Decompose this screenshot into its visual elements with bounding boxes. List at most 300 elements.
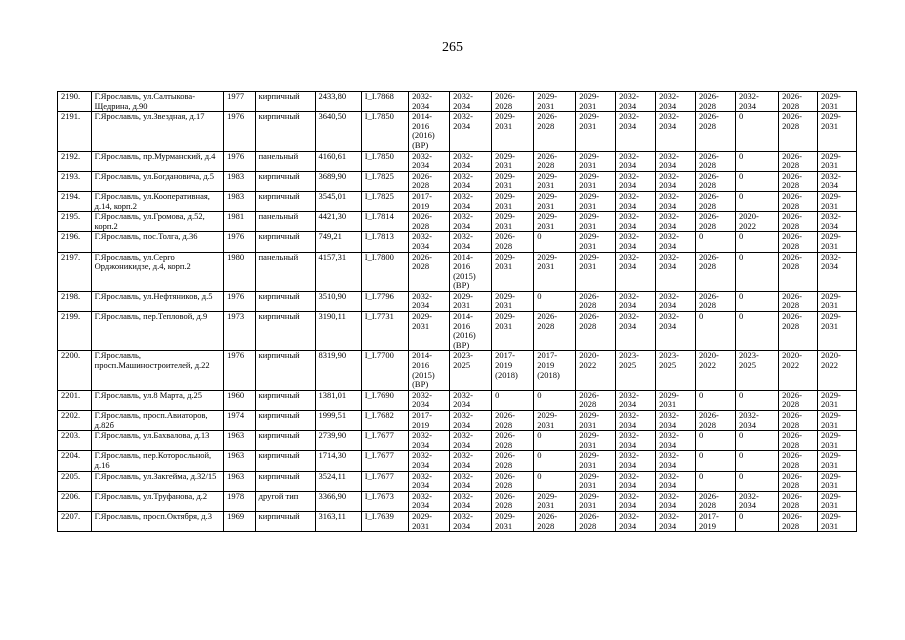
row-number-cell: 2206. xyxy=(58,491,92,511)
table-cell: 2026- 2028 xyxy=(779,232,818,252)
table-cell: 2032- 2034 xyxy=(450,471,492,491)
table-row xyxy=(58,471,857,491)
table-cell: 2029- 2031 xyxy=(576,151,616,171)
table-cell: 2029- 2031 xyxy=(817,471,856,491)
table-cell: 0 xyxy=(735,511,778,531)
table-cell: 1976 xyxy=(224,232,256,252)
table-cell: кирпичный xyxy=(255,92,315,112)
table-cell: 2026- 2028 xyxy=(534,312,576,351)
row-number-cell: 2203. xyxy=(58,431,92,451)
table-cell: 2029- 2031 xyxy=(534,171,576,191)
table-cell: 1974 xyxy=(224,411,256,431)
row-number-cell: 2195. xyxy=(58,212,92,232)
table-cell: 2032- 2034 xyxy=(450,390,492,410)
table-cell: I_I.7850 xyxy=(361,112,408,151)
table-cell: 1976 xyxy=(224,291,256,311)
table-cell: 2032- 2034 xyxy=(616,232,656,252)
table-cell: 1976 xyxy=(224,151,256,171)
table-cell: 0 xyxy=(534,471,576,491)
table-cell: 0 xyxy=(534,390,576,410)
table-cell: 0 xyxy=(534,291,576,311)
table-cell: 2032- 2034 xyxy=(409,451,450,471)
table-cell: 1978 xyxy=(224,491,256,511)
table-cell: I_I.7639 xyxy=(361,511,408,531)
table-cell: 2026- 2028 xyxy=(779,312,818,351)
table-cell: I_I.7677 xyxy=(361,431,408,451)
table-cell: 2032- 2034 xyxy=(656,291,696,311)
table-cell: 2029- 2031 xyxy=(492,252,534,291)
table-cell: 2026- 2028 xyxy=(409,252,450,291)
address-cell: Г.Ярославль, просп.Машиностроителей, д.22 xyxy=(91,351,223,390)
table-cell: 2026- 2028 xyxy=(779,511,818,531)
table-cell: 2029- 2031 xyxy=(817,312,856,351)
table-cell: 2026- 2028 xyxy=(492,491,534,511)
table-cell: 2026- 2028 xyxy=(696,171,736,191)
table-cell: 2032- 2034 xyxy=(817,171,856,191)
row-number-cell: 2199. xyxy=(58,312,92,351)
table-cell: 2023- 2025 xyxy=(735,351,778,390)
table-row xyxy=(58,92,857,112)
page-number: 265 xyxy=(442,40,463,55)
table-cell: 2026- 2028 xyxy=(779,291,818,311)
table-cell: 0 xyxy=(696,431,736,451)
table-cell: 2029- 2031 xyxy=(817,191,856,211)
table-cell: 2032- 2034 xyxy=(450,491,492,511)
table-cell: 2032- 2034 xyxy=(409,92,450,112)
table-cell: 2029- 2031 xyxy=(817,491,856,511)
table-cell: 2032- 2034 xyxy=(616,112,656,151)
table-cell: 2029- 2031 xyxy=(576,191,616,211)
table-cell: 2029- 2031 xyxy=(817,291,856,311)
table-cell: 0 xyxy=(735,312,778,351)
table-cell: 2032- 2034 xyxy=(656,212,696,232)
table-cell: кирпичный xyxy=(255,351,315,390)
address-cell: Г.Ярославль, ул.Богдановича, д.5 xyxy=(91,171,223,191)
address-cell: Г.Ярославль, ул.Громова, д.52, корп.2 xyxy=(91,212,223,232)
table-cell: 2032- 2034 xyxy=(656,471,696,491)
table-cell: 1381,01 xyxy=(315,390,361,410)
table-cell: 2029- 2031 xyxy=(409,511,450,531)
table-row xyxy=(58,451,857,471)
row-number-cell: 2205. xyxy=(58,471,92,491)
table-cell: 2032- 2034 xyxy=(616,171,656,191)
address-cell: Г.Ярославль, просп.Октября, д.3 xyxy=(91,511,223,531)
table-cell: 2020- 2022 xyxy=(735,212,778,232)
table-cell: 2029- 2031 xyxy=(492,212,534,232)
table-cell: 2029- 2031 xyxy=(817,511,856,531)
table-cell: 2014- 2016 (2015) (ВР) xyxy=(409,351,450,390)
table-cell: кирпичный xyxy=(255,232,315,252)
table-cell: панельный xyxy=(255,212,315,232)
table-cell: 2032- 2034 xyxy=(656,451,696,471)
table-cell: 2026- 2028 xyxy=(492,431,534,451)
table-cell: 0 xyxy=(735,451,778,471)
table-cell: кирпичный xyxy=(255,390,315,410)
table-cell: 2032- 2034 xyxy=(450,511,492,531)
table-cell: 2032- 2034 xyxy=(450,451,492,471)
row-number-cell: 2197. xyxy=(58,252,92,291)
table-cell: 0 xyxy=(735,390,778,410)
table-cell: I_I.7814 xyxy=(361,212,408,232)
table-cell: 1963 xyxy=(224,431,256,451)
table-cell: 2029- 2031 xyxy=(817,451,856,471)
table-cell: 2032- 2034 xyxy=(656,171,696,191)
address-cell: Г.Ярославль, ул.Бахвалова, д.13 xyxy=(91,431,223,451)
table-cell: 2026- 2028 xyxy=(779,411,818,431)
table-cell: 2032- 2034 xyxy=(735,491,778,511)
table-cell: 2032- 2034 xyxy=(450,212,492,232)
address-cell: Г.Ярославль, ул.Нефтяников, д.5 xyxy=(91,291,223,311)
table-cell: 2032- 2034 xyxy=(656,431,696,451)
table-cell: 2029- 2031 xyxy=(534,92,576,112)
table-cell: 0 xyxy=(735,171,778,191)
table-cell: 2026- 2028 xyxy=(576,312,616,351)
table-row xyxy=(58,431,857,451)
table-cell: 2032- 2034 xyxy=(450,151,492,171)
table-cell: 2032- 2034 xyxy=(656,411,696,431)
table-cell: кирпичный xyxy=(255,171,315,191)
table-cell: 2032- 2034 xyxy=(409,431,450,451)
table-cell: 1960 xyxy=(224,390,256,410)
table-cell: 2032- 2034 xyxy=(735,411,778,431)
table-cell: 2032- 2034 xyxy=(450,232,492,252)
table-row xyxy=(58,232,857,252)
table-cell: I_I.7850 xyxy=(361,151,408,171)
table-cell: 3510,90 xyxy=(315,291,361,311)
table-cell: I_I.7673 xyxy=(361,491,408,511)
table-cell: 2032- 2034 xyxy=(450,92,492,112)
table-cell: I_I.7682 xyxy=(361,411,408,431)
table-cell: 2032- 2034 xyxy=(656,511,696,531)
table-cell: 2026- 2028 xyxy=(696,291,736,311)
table-cell: 2032- 2034 xyxy=(616,291,656,311)
table-cell: 2026- 2028 xyxy=(779,451,818,471)
table-cell: 2026- 2028 xyxy=(492,471,534,491)
table-cell: 2026- 2028 xyxy=(576,291,616,311)
table-cell: 2014- 2016 (2016) (ВР) xyxy=(409,112,450,151)
table-row xyxy=(58,291,857,311)
table-cell: 2739,90 xyxy=(315,431,361,451)
table-cell: 2032- 2034 xyxy=(735,92,778,112)
table-cell: 2029- 2031 xyxy=(576,451,616,471)
row-number-cell: 2202. xyxy=(58,411,92,431)
table-cell: 2023- 2025 xyxy=(656,351,696,390)
table-cell: 2032- 2034 xyxy=(656,92,696,112)
table-cell: 2032- 2034 xyxy=(656,151,696,171)
table-cell: 2020- 2022 xyxy=(817,351,856,390)
address-cell: Г.Ярославль, ул.Серго Орджоникидзе, д.4, корп.2 xyxy=(91,252,223,291)
table-cell: 2020- 2022 xyxy=(779,351,818,390)
table-cell: 2026- 2028 xyxy=(696,92,736,112)
row-number-cell: 2194. xyxy=(58,191,92,211)
address-cell: Г.Ярославль, ул.8 Марта, д.25 xyxy=(91,390,223,410)
table-cell: 2029- 2031 xyxy=(817,232,856,252)
table-cell: 2026- 2028 xyxy=(696,191,736,211)
address-cell: Г.Ярославль, просп.Авиаторов, д.82б xyxy=(91,411,223,431)
row-number-cell: 2196. xyxy=(58,232,92,252)
table-cell: I_I.7868 xyxy=(361,92,408,112)
table-cell: 3689,90 xyxy=(315,171,361,191)
table-cell: 2032- 2034 xyxy=(616,451,656,471)
table-cell: 3524,11 xyxy=(315,471,361,491)
table-cell: 2032- 2034 xyxy=(409,491,450,511)
table-cell: 3163,11 xyxy=(315,511,361,531)
table-cell: 2029- 2031 xyxy=(576,252,616,291)
table-cell: 2029- 2031 xyxy=(492,191,534,211)
table-cell: 2029- 2031 xyxy=(656,390,696,410)
table-cell: кирпичный xyxy=(255,191,315,211)
table-cell: 2026- 2028 xyxy=(409,212,450,232)
table-cell: 2029- 2031 xyxy=(817,92,856,112)
table-cell: 2032- 2034 xyxy=(409,471,450,491)
table-cell: 2032- 2034 xyxy=(409,232,450,252)
table-cell: 2032- 2034 xyxy=(616,411,656,431)
row-number-cell: 2207. xyxy=(58,511,92,531)
table-cell: 2026- 2028 xyxy=(534,511,576,531)
address-cell: Г.Ярославль, ул.Салтыкова-Щедрина, д.90 xyxy=(91,92,223,112)
table-cell: 2029- 2031 xyxy=(817,390,856,410)
table-cell: кирпичный xyxy=(255,451,315,471)
table-cell: кирпичный xyxy=(255,471,315,491)
table-cell: 2029- 2031 xyxy=(576,171,616,191)
table-cell: 0 xyxy=(735,291,778,311)
table-cell: 2014- 2016 (2016) (ВР) xyxy=(450,312,492,351)
table-cell: кирпичный xyxy=(255,112,315,151)
table-row xyxy=(58,390,857,410)
table-cell: панельный xyxy=(255,252,315,291)
table-cell: 3366,90 xyxy=(315,491,361,511)
table-cell: 1714,30 xyxy=(315,451,361,471)
table-cell: 2029- 2031 xyxy=(576,471,616,491)
table-cell: 2026- 2028 xyxy=(492,232,534,252)
table-cell: 2017- 2019 (2018) xyxy=(534,351,576,390)
table-row xyxy=(58,491,857,511)
table-cell: 2026- 2028 xyxy=(534,151,576,171)
table-cell: 1969 xyxy=(224,511,256,531)
table-cell: 2029- 2031 xyxy=(492,151,534,171)
table-row xyxy=(58,212,857,232)
table-cell: 2032- 2034 xyxy=(616,312,656,351)
table-cell: 2032- 2034 xyxy=(656,191,696,211)
table-cell: 2017- 2019 xyxy=(696,511,736,531)
table-cell: 2029- 2031 xyxy=(576,491,616,511)
table-cell: I_I.7813 xyxy=(361,232,408,252)
table-cell: 2029- 2031 xyxy=(576,112,616,151)
table-cell: 2023- 2025 xyxy=(616,351,656,390)
table-cell: 2032- 2034 xyxy=(409,390,450,410)
table-cell: 2020- 2022 xyxy=(696,351,736,390)
table-cell: 2032- 2034 xyxy=(656,112,696,151)
table-cell: 749,21 xyxy=(315,232,361,252)
table-cell: 2026- 2028 xyxy=(409,171,450,191)
table-cell: 2026- 2028 xyxy=(779,212,818,232)
table-cell: 2032- 2034 xyxy=(616,390,656,410)
table-cell: 1981 xyxy=(224,212,256,232)
table-cell: 2032- 2034 xyxy=(616,431,656,451)
row-number-cell: 2204. xyxy=(58,451,92,471)
table-cell: 0 xyxy=(492,390,534,410)
table-cell: 0 xyxy=(534,232,576,252)
table-cell: 2026- 2028 xyxy=(779,390,818,410)
table-cell: I_I.7700 xyxy=(361,351,408,390)
table-cell: 2029- 2031 xyxy=(576,232,616,252)
table-row xyxy=(58,411,857,431)
table-cell: 2026- 2028 xyxy=(779,471,818,491)
table-cell: I_I.7796 xyxy=(361,291,408,311)
table-cell: 0 xyxy=(735,252,778,291)
table-cell: 2026- 2028 xyxy=(576,511,616,531)
table-cell: 2026- 2028 xyxy=(696,252,736,291)
table-cell: 1963 xyxy=(224,471,256,491)
table-cell: 1977 xyxy=(224,92,256,112)
table-cell: 2032- 2034 xyxy=(817,252,856,291)
table-cell: 2026- 2028 xyxy=(696,112,736,151)
table-cell: 2032- 2034 xyxy=(616,252,656,291)
table-cell: 2032- 2034 xyxy=(450,411,492,431)
table-cell: 0 xyxy=(735,471,778,491)
table-cell: 2026- 2028 xyxy=(576,390,616,410)
table-cell: панельный xyxy=(255,151,315,171)
table-cell: 2026- 2028 xyxy=(779,491,818,511)
table-cell: кирпичный xyxy=(255,431,315,451)
table-row xyxy=(58,191,857,211)
table-cell: 0 xyxy=(696,471,736,491)
table-row xyxy=(58,351,857,390)
table-cell: 0 xyxy=(735,151,778,171)
table-cell: 2029- 2031 xyxy=(534,411,576,431)
table-cell: 1999,51 xyxy=(315,411,361,431)
table-cell: 2026- 2028 xyxy=(779,191,818,211)
table-cell: 2032- 2034 xyxy=(616,212,656,232)
table-cell: 0 xyxy=(735,191,778,211)
table-row xyxy=(58,151,857,171)
table-cell: 3545,01 xyxy=(315,191,361,211)
table-cell: 2029- 2031 xyxy=(817,411,856,431)
table-cell: 2032- 2034 xyxy=(616,151,656,171)
table-cell: 2023- 2025 xyxy=(450,351,492,390)
table-row xyxy=(58,171,857,191)
address-cell: Г.Ярославль, ул.Звездная, д.17 xyxy=(91,112,223,151)
table-cell: 2032- 2034 xyxy=(616,191,656,211)
table-cell: 2433,80 xyxy=(315,92,361,112)
table-cell: 2026- 2028 xyxy=(492,411,534,431)
table-cell: 2029- 2031 xyxy=(576,212,616,232)
table-cell: I_I.7825 xyxy=(361,191,408,211)
table-cell: I_I.7677 xyxy=(361,471,408,491)
table-cell: I_I.7825 xyxy=(361,171,408,191)
address-cell: Г.Ярославль, пр.Мурманский, д.4 xyxy=(91,151,223,171)
table-cell: 0 xyxy=(534,451,576,471)
table-cell: 2029- 2031 xyxy=(492,291,534,311)
table-cell: 2029- 2031 xyxy=(576,411,616,431)
table-cell: 2029- 2031 xyxy=(534,252,576,291)
row-number-cell: 2191. xyxy=(58,112,92,151)
table-cell: 4157,31 xyxy=(315,252,361,291)
table-cell: 1963 xyxy=(224,451,256,471)
row-number-cell: 2193. xyxy=(58,171,92,191)
table-cell: кирпичный xyxy=(255,291,315,311)
table-cell: 2017- 2019 xyxy=(409,191,450,211)
table-cell: 2026- 2028 xyxy=(492,451,534,471)
row-number-cell: 2190. xyxy=(58,92,92,112)
table-cell: I_I.7690 xyxy=(361,390,408,410)
table-cell: I_I.7677 xyxy=(361,451,408,471)
table-cell: 2032- 2034 xyxy=(817,212,856,232)
table-cell: 2026- 2028 xyxy=(696,151,736,171)
table-cell: 2032- 2034 xyxy=(656,232,696,252)
table-cell: 2017- 2019 (2018) xyxy=(492,351,534,390)
table-cell: 2026- 2028 xyxy=(779,252,818,291)
table-cell: 2020- 2022 xyxy=(576,351,616,390)
table-cell: 0 xyxy=(735,431,778,451)
row-number-cell: 2192. xyxy=(58,151,92,171)
table-cell: 2032- 2034 xyxy=(409,291,450,311)
table-cell: 2029- 2031 xyxy=(492,312,534,351)
table-cell: 2026- 2028 xyxy=(779,92,818,112)
table-cell: 1983 xyxy=(224,171,256,191)
table-cell: 0 xyxy=(696,232,736,252)
table-cell: 1973 xyxy=(224,312,256,351)
table-cell: 3190,11 xyxy=(315,312,361,351)
table-cell: 0 xyxy=(696,390,736,410)
housing-table xyxy=(57,91,857,532)
table-cell: 1980 xyxy=(224,252,256,291)
table-cell: 2026- 2028 xyxy=(534,112,576,151)
table-cell: 2029- 2031 xyxy=(817,431,856,451)
table-cell: 2032- 2034 xyxy=(450,431,492,451)
table-cell: 2032- 2034 xyxy=(616,511,656,531)
table-row xyxy=(58,112,857,151)
row-number-cell: 2200. xyxy=(58,351,92,390)
address-cell: Г.Ярославль, пер.Тепловой, д.9 xyxy=(91,312,223,351)
table-cell: 1976 xyxy=(224,351,256,390)
table-cell: 2017- 2019 xyxy=(409,411,450,431)
address-cell: Г.Ярославль, ул.Труфанова, д.2 xyxy=(91,491,223,511)
table-cell: I_I.7800 xyxy=(361,252,408,291)
table-cell: 2029- 2031 xyxy=(817,112,856,151)
table-cell: 0 xyxy=(696,451,736,471)
table-cell: 2026- 2028 xyxy=(779,151,818,171)
table-cell: 2032- 2034 xyxy=(616,471,656,491)
table-cell: 2032- 2034 xyxy=(450,171,492,191)
table-cell: 2026- 2028 xyxy=(696,491,736,511)
table-cell: 2032- 2034 xyxy=(616,92,656,112)
table-cell: 2029- 2031 xyxy=(534,191,576,211)
table-cell: 2029- 2031 xyxy=(576,92,616,112)
table-cell: 2029- 2031 xyxy=(534,491,576,511)
address-cell: Г.Ярославль, ул.Закгейма, д.32/15 xyxy=(91,471,223,491)
table-cell: 2032- 2034 xyxy=(450,191,492,211)
table-cell: 2032- 2034 xyxy=(450,112,492,151)
table-cell: 0 xyxy=(534,431,576,451)
table-cell: 4160,61 xyxy=(315,151,361,171)
table-cell: 2026- 2028 xyxy=(492,92,534,112)
table-cell: 2029- 2031 xyxy=(492,511,534,531)
table-cell: 0 xyxy=(735,112,778,151)
table-cell: кирпичный xyxy=(255,411,315,431)
table-cell: 2029- 2031 xyxy=(492,112,534,151)
table-cell: 2029- 2031 xyxy=(534,212,576,232)
table-cell: 2029- 2031 xyxy=(409,312,450,351)
address-cell: Г.Ярославль, ул.Кооперативная, д.14, корп.2 xyxy=(91,191,223,211)
table-row xyxy=(58,511,857,531)
table-body xyxy=(58,92,857,532)
table-cell: 2032- 2034 xyxy=(409,151,450,171)
table-cell: 2029- 2031 xyxy=(492,171,534,191)
table-cell: 2032- 2034 xyxy=(656,252,696,291)
table-cell: 8319,90 xyxy=(315,351,361,390)
table-cell: другой тип xyxy=(255,491,315,511)
